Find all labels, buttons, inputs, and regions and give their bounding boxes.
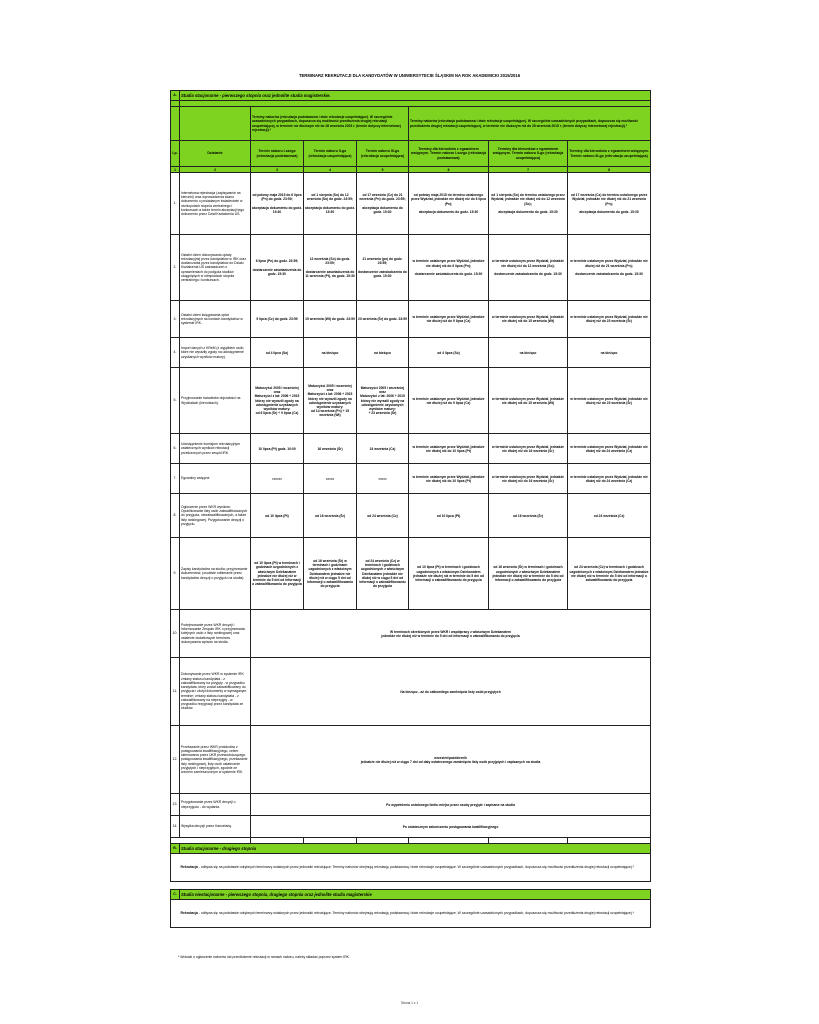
note-exam-terms: Terminy naborów (rekrutacja podstawowa i dwie rekrutacje uzupełniające). W szczególnie uzasadnionych przypadkach, dopuszcza się możliwość przedłużenia drugiej rekrutacji uzupełniającej, w terminie nie dłuższym niż do 28 września 2015 r. (termin dotyczy internetowej rejestracji).* [409,107,651,141]
section-c-note-row [171,900,651,928]
note-standard-terms: Terminy naborów (rekrutacja podstawowa i dwie rekrutacje uzupełniające). W szczególnie uzasadnionych przypadkach, dopuszcza się możliwość przedłużenia drugiej rekrutacji uzupełniającej, w terminie nie dłuższym niż do 28 września 2015 r. (termin dotyczy internetowej rejestracji).* [251,107,409,141]
row-number: 9. [171,538,180,610]
row-action: Udostępnienie komisjom rekrutacyjnym ostatecznych wyników rekrutacji przeliczonych przez zespół IRK. [180,434,251,464]
cell-term-3: 24 września (Cz) [357,434,409,464]
cell-exam-term-2: od 16 września (Śr) w terminach i godzinach uzgodnionych z właściwym Dziekanatem jednakże nie dłużej niż w terminie do 5 dni od informacji o zakwalifikowaniu do przyjęcia [489,538,568,610]
cell-exam-term-1: od połowy maja 2015 do terminu ustalonego przez Wydział, jednakże nie dłużej niż do 6 lipca (Pn); akceptacja dokumentu do godz. 15:30 [409,173,489,235]
colnum: 3 [251,167,304,173]
table-row [171,301,651,338]
cell-exam-term-1: w terminie ustalonym przez Wydział, jednakże nie dłużej niż do 9 lipca (Cz) [409,368,489,434]
cell-term-1: 10 lipca (Pt) godz. 10:00 [251,434,304,464]
footnote: * Wnioski o ogłoszenie naborów lub przedłużenie rekrutacji w ramach naboru, należy składać poprzez system IRK. [178,955,350,959]
row-number: 3. [171,301,180,338]
row-number: 5. [171,368,180,434]
row-number: 7. [171,464,180,494]
section-a-bar [171,91,651,101]
section-c-note [180,900,651,928]
row-action: Podejmowanie przez WKR decyzji i informowanie Zespołu IRK o przyjmowaniu kolejnych osób z listy rankingowej oraz ustalenie dodatkowych terminów dokonywania wpisów na studia. [180,610,251,658]
cell-term-3: 23 września (Śr) do godz. 23:59 [357,301,409,338]
header-exam-term-2: Terminy dla kierunków z egzaminem wstępnym. Termin naboru II-go (rekrutacja uzupełniająca) [489,141,568,167]
cell-term-2: od 16 września (Śr) [304,494,357,538]
cell-merged: Po wypełnieniu ustalonego limitu miejsc przez osoby przyjęte i zapisane na studia [251,794,651,816]
cell-exam-term-1: w terminie ustalonym przez Wydział, jednakże nie dłużej niż do 6 lipca (Pn); dostarczenie zaświadczenia do godz. 15:30 [409,235,489,301]
row-action: Ogłoszenie przez WKR wyników: Opublikowanie listy osób zakwalifikowanych do przyjęcia, niezakwalifikowanych, a także listy rankingowej. Przygotowanie decyzji o przyjęciu. [180,494,251,538]
cell-exam-term-3: na bieżąco [568,338,651,368]
section-b-note-label: Rekrutacja [180,865,198,870]
cell-exam-term-3: w terminie ustalonym przez Wydział, jednakże nie dłużej niż do 21 września (Pn); dostarczenie zaświadczenia do godz. 15:30 [568,235,651,301]
cell-merged: Po ostatecznym zakończeniu postępowania kwalifikacyjnego [251,816,651,838]
row-number: 14. [171,816,180,838]
recruitment-schedule [170,90,650,928]
cell-exam-term-1: w terminie ustalonym przez Wydział, jednakże nie dłużej niż do 9 lipca (Cz) [409,301,489,338]
table-row [171,173,651,235]
table-row [171,538,651,610]
row-action: Ostatni dzień księgowania opłat rekrutacyjnych na kontach kandydatów w systemie IRK. [180,301,251,338]
cell-term-2: na bieżąco [304,338,357,368]
row-action: Przygotowanie przez WKR decyzji o nieprzyjęciu - do wydania. [180,794,251,816]
colnum: 7 [489,167,568,173]
table-row [171,794,651,816]
table-row [171,368,651,434]
table-row [171,434,651,464]
cell-exam-term-1: od 10 lipca (Pt) [409,494,489,538]
row-action: Egzaminy wstępne [180,464,251,494]
table-row [171,658,651,726]
cell-term-1: 9 lipca (Cz) do godz. 23:59 [251,301,304,338]
cell-exam-term-1: w terminie ustalonym przez Wydział, jednakże nie dłużej niż do 10 lipca (Pt) [409,464,489,494]
cell-exam-term-2: w terminie ustalonym przez Wydział, jednakże nie dłużej niż do 16 września (Śr) [489,464,568,494]
row-number: 12. [171,726,180,794]
cell-term-2: 15 września (Wt) do godz. 23:59 [304,301,357,338]
row-action: Internetowa rejestracja (zapisywanie na kierunki) oraz wprowadzenia skanu dokumentu o posiadanym świadectwie w ośmiopolach stopnia centralnego i konkursach a także termin akceptacji tego dokumentu przez Dział Kształcenia UŚ. [180,173,251,235]
section-b-bar [171,844,651,854]
table-row [171,338,651,368]
cell-exam-term-3: w terminie ustalonym przez Wydział, jednakże nie dłużej niż do 24 września (Cz) [568,434,651,464]
header-term-2: Termin naboru II-go (rekrutacja uzupełniająca) [304,141,357,167]
row-number: 4. [171,338,180,368]
cell-exam-term-2: na bieżąco [489,338,568,368]
cell-term-1: xxxxxx [251,464,304,494]
document-title: TERMINARZ REKRUTACJI DLA KANDYDATÓW W UNIWERSYTECIE ŚLĄSKIM NA ROK AKADEMICKI 2015/2016 [298,73,521,78]
cell-exam-term-2: w terminie ustalonym przez Wydział, jednakże nie dłużej niż do 16 września (Śr) [489,434,568,464]
cell-term-3: od 24 września (Cz) [357,494,409,538]
table-row [171,235,651,301]
cell-term-2: 16 września (Śr) [304,434,357,464]
row-number: 13. [171,794,180,816]
section-b-letter: B. [171,844,180,854]
header-action: Działanie [180,141,251,167]
cell-term-3: Maturzyści 2005 i wcześniej oraz Maturzyści z lat: 2006 ÷ 2015 którzy nie wyrazili zgody na udostępnienie uzyskanych wyników matury: ÷ 23 września (Śr) [357,368,409,434]
cell-exam-term-2: w terminie ustalonym przez Wydział, jednakże nie dłużej niż do 15 września (Wt) [489,368,568,434]
cell-merged: Na bieżąco - aż do całkowitego zamknięcia listy osób przyjętych [251,658,651,726]
cell-term-2: Maturzyści 2005 i wcześniej oraz Maturzyści z lat: 2006 ÷ 2015 którzy nie wyrazili zgody na udostępnienie uzyskanych wyników matury: od 14 września (Pn) ÷ 15 września (Wt) [304,368,357,434]
section-c-title: Studia niestacjonarne - pierwszego stopnia, drugiego stopnia oraz jednolite studia magisterskie [180,890,651,900]
row-action: Zapisy kandydatów na studia; przyjmowanie dokumentów; (osobiste odbieranie przez kandydatów decyzji o przyjęciu na studia). [180,538,251,610]
row-number: 2. [171,235,180,301]
cell-exam-term-1: od 10 lipca (Pt) w terminach i godzinach uzgodnionych z właściwym Dziekanatem jednakże nie dłużej niż w terminie do 5 dni od informacji o zakwalifikowaniu do przyjęcia [409,538,489,610]
cell-term-3: od 24 września (Cz) w terminach i godzinach uzgodnionych z właściwym Dziekanatem jednakże nie dłużej niż w ciągu 5 dni od informacji o zakwalifikowaniu do przyjęcia [357,538,409,610]
cell-term-1: od połowy maja 2015 do 6 lipca (Pn) do godz. 23:59; akceptacja dokumentu do godz. 15:30 [251,173,304,235]
row-action: Wysyłka decyzji przez Kancelarię. [180,816,251,838]
row-number: 11. [171,658,180,726]
table-row [171,494,651,538]
cell-term-3: od 17 września (Cz) do 21 września (Pn) do godz. 23:59; akceptacja dokumentu do godz. 15:30 [357,173,409,235]
section-a-title: Studia stacjonarne - pierwszego stopnia oraz jednolite studia magisterskie. [180,91,651,101]
colnum: 6 [409,167,489,173]
row-action: Przekazanie przez WKR protokołów z postępowania kwalifikacyjnego, celem skierowania przez UKR przewodniczącego postępowania kwalifikacyjnego, przekazanie listy rankingowej, listy osób ostatecznie przyjętych i nieprzyjętych, zgodnie ze wzorem zamieszczonym w systemie IRK. [180,726,251,794]
section-b-title: Studia stacjonarne - drugiego stopnia [180,844,651,854]
cell-term-3: na bieżąco [357,338,409,368]
section-b-note [180,854,651,882]
row-number: 8. [171,494,180,538]
cell-term-2: od 16 września (Śr) w terminach i godzinach uzgodnionych z właściwym Dziekanatem jednakże nie dłużej niż w ciągu 5 dni od informacji o zakwalifikowaniu do przyjęcia [304,538,357,610]
cell-exam-term-3: od 24 września (Cz) [568,494,651,538]
table-row [171,464,651,494]
section-c-note-text: - odbywa się na podstawie odrębnych terminarzy ustalonych przez jednostki rekrutujące. Terminy naborów obejmują rekrutację podstawową i dwie rekrutacje uzupełniające. W szczególnie uzasadnionych przypadkach, dopuszcza się możliwość przedłużenia drugiej rekrutacji uzupełniającej.* [197,911,634,916]
cell-term-2: od 1 sierpnia (So) do 12 września (So) do godz. 23:59; akceptacja dokumentu do godz. 15:30 [304,173,357,235]
row-action: Dokonywanie przez WKR w systemie IRK zmiany statusu kandydata - z zakwalifikowany na przyjęty - w przypadku kandydata, który został zakwalifikowany do przyjęcia i złożył dokumenty w wymaganym terminie; zmiany statusu kandydata - z zakwalifikowany na nieprzyjęty - w przypadku rezygnacji przez kandydata ze studiów. [180,658,251,726]
cell-exam-term-1: od 4 lipca (So) [409,338,489,368]
colnum: 8 [568,167,651,173]
row-action: Przyjmowanie świadectw dojrzałości na Wydziałach (kierunkach). [180,368,251,434]
cell-exam-term-2: w terminie ustalonym przez Wydział, jednakże nie dłużej niż do 12 września (So); dostarczenie zaświadczenia do godz. 15:30 [489,235,568,301]
colnum: 2 [180,167,251,173]
section-c-letter: C. [171,890,180,900]
cell-term-1: 6 lipca (Pn) do godz. 23:59; dostarczenie zaświadczenia do godz. 15:30 [251,235,304,301]
cell-exam-term-3: w terminie ustalonym przez Wydział, jednakże nie dłużej niż do 24 września (Cz) [568,464,651,494]
cell-exam-term-2: od 16 września (Śr) [489,494,568,538]
cell-exam-term-3: od 17 września (Cz) do terminu ustalonego przez Wydział, jednakże nie dłużej niż do 21 września (Pn); akceptacja dokumentu do godz. 15:30 [568,173,651,235]
cell-exam-term-3: od 24 września (Cz) w terminach i godzinach uzgodnionych z właściwym Dziekanatem jednakże nie dłużej niż w terminie do 5 dni od informacji o zakwalifikowaniu do przyjęcia [568,538,651,610]
cell-merged: wrzesień/październik jednakże nie dłużej niż w ciągu 7 dni od daty ostatecznego zamknięcia listy osób przyjętych i zapisanych na studia [251,726,651,794]
header-term-1: Termin naboru I-szego (rekrutacja podstawowa) [251,141,304,167]
colnum: 4 [304,167,357,173]
table-row [171,816,651,838]
column-header-row [171,141,651,167]
table-row [171,610,651,658]
cell-exam-term-2: od 1 sierpnia (So) do terminu ustalonego przez Wydział, jednakże nie dłużej niż do 12 września (So); akceptacja dokumentu do godz. 15:30 [489,173,568,235]
cell-term-2: 12 września (So) do godz. 23:59; dostarczenie zaświadczenia do 11 września (Pt), do godz. 15:30 [304,235,357,301]
header-exam-term-1: Terminy dla kierunków z egzaminem wstępnym. Termin naboru I-szego (rekrutacja podstawowa) [409,141,489,167]
cell-term-2: xxxxx [304,464,357,494]
cell-exam-term-3: w terminie ustalonym przez Wydział, jednakże nie dłużej niż do 23 września (Śr) [568,368,651,434]
row-action: Ostatni dzień dokonywania opłaty rekrutacyjnej przez kandydatów w IRK oraz dostarczania przez kandydatów do Działu Kształcenia UŚ zaświadczeń o uprawnieniach do podjęcia studiów osiągniętych w olimpiadach stopnia centralnego i konkursach. [180,235,251,301]
section-c-bar [171,890,651,900]
recruitment-notes-row [171,107,651,141]
header-term-3: Termin naboru III-go (rekrutacja uzupełniająca) [357,141,409,167]
cell-term-1: od 10 lipca (Pt) [251,494,304,538]
section-c-note-label: Rekrutacja [180,911,198,916]
cell-term-3: 21 września (pn) do godz. 23:59; dostarczenie zaświadczenia do godz. 15:30 [357,235,409,301]
cell-exam-term-3: w terminie ustalonym przez Wydział, jednakże nie dłużej niż do 23 września (Śr) [568,301,651,338]
section-b-note-text: - odbywa się na podstawie odrębnych terminarzy ustalonych przez jednostki rekrutujące. Terminy naborów obejmują rekrutację podstawową i dwie rekrutacje uzupełniające. W szczególnie uzasadnionych przypadkach, dopuszcza się możliwość przedłużenia drugiej rekrutacji uzupełniającej.* [197,865,634,870]
colnum: 5 [357,167,409,173]
schedule-table [170,90,651,928]
page-number: Strona 1 z 1 [400,1001,419,1005]
cell-term-1: Maturzyści 2005 i wcześniej oraz Maturzyści z lat: 2006 ÷ 2015 którzy nie wyrazili zgody na udostępnienie uzyskanych wyników matury: od 6 lipca (Śr) ÷ 9 lipca (Cz) [251,368,304,434]
section-a-letter: A. [171,91,180,101]
cell-merged: W terminach określonych przez WKR i współpracy z właściwym Dziekanatem jednakże nie dłużej niż w terminie do 5 dni od informacji o zakwalifikowaniu do przyjęcia [251,610,651,658]
cell-term-3: xxxxx [357,464,409,494]
section-b-note-row [171,854,651,882]
cell-term-1: od 10 lipca (Pt) w terminach i godzinach uzgodnionych z właściwym Dziekanatem jednakże nie dłużej niż w terminie do 5 dni od informacji o zakwalifikowaniu do przyjęcia [251,538,304,610]
table-row [171,726,651,794]
row-number: 6. [171,434,180,464]
row-number: 1. [171,173,180,235]
row-action: Import danych z KReM (z wyjątkiem osób, które nie wyraziły zgody na udostępnienie uzyskanych wyników matury). [180,338,251,368]
cell-term-1: od 4 lipca (So) [251,338,304,368]
header-exam-term-3: Terminy dla kierunków z egzaminem wstępnym. Termin naboru III-go (rekrutacja uzupełniająca) [568,141,651,167]
colnum: 1 [171,167,180,173]
header-lp: Lp. [171,141,180,167]
row-number: 10. [171,610,180,658]
cell-exam-term-2: w terminie ustalonym przez Wydział, jednakże nie dłużej niż do 15 września (Wt) [489,301,568,338]
cell-exam-term-1: w terminie ustalonym przez Wydział, jednakże nie dłużej niż do 10 lipca (Pt) [409,434,489,464]
